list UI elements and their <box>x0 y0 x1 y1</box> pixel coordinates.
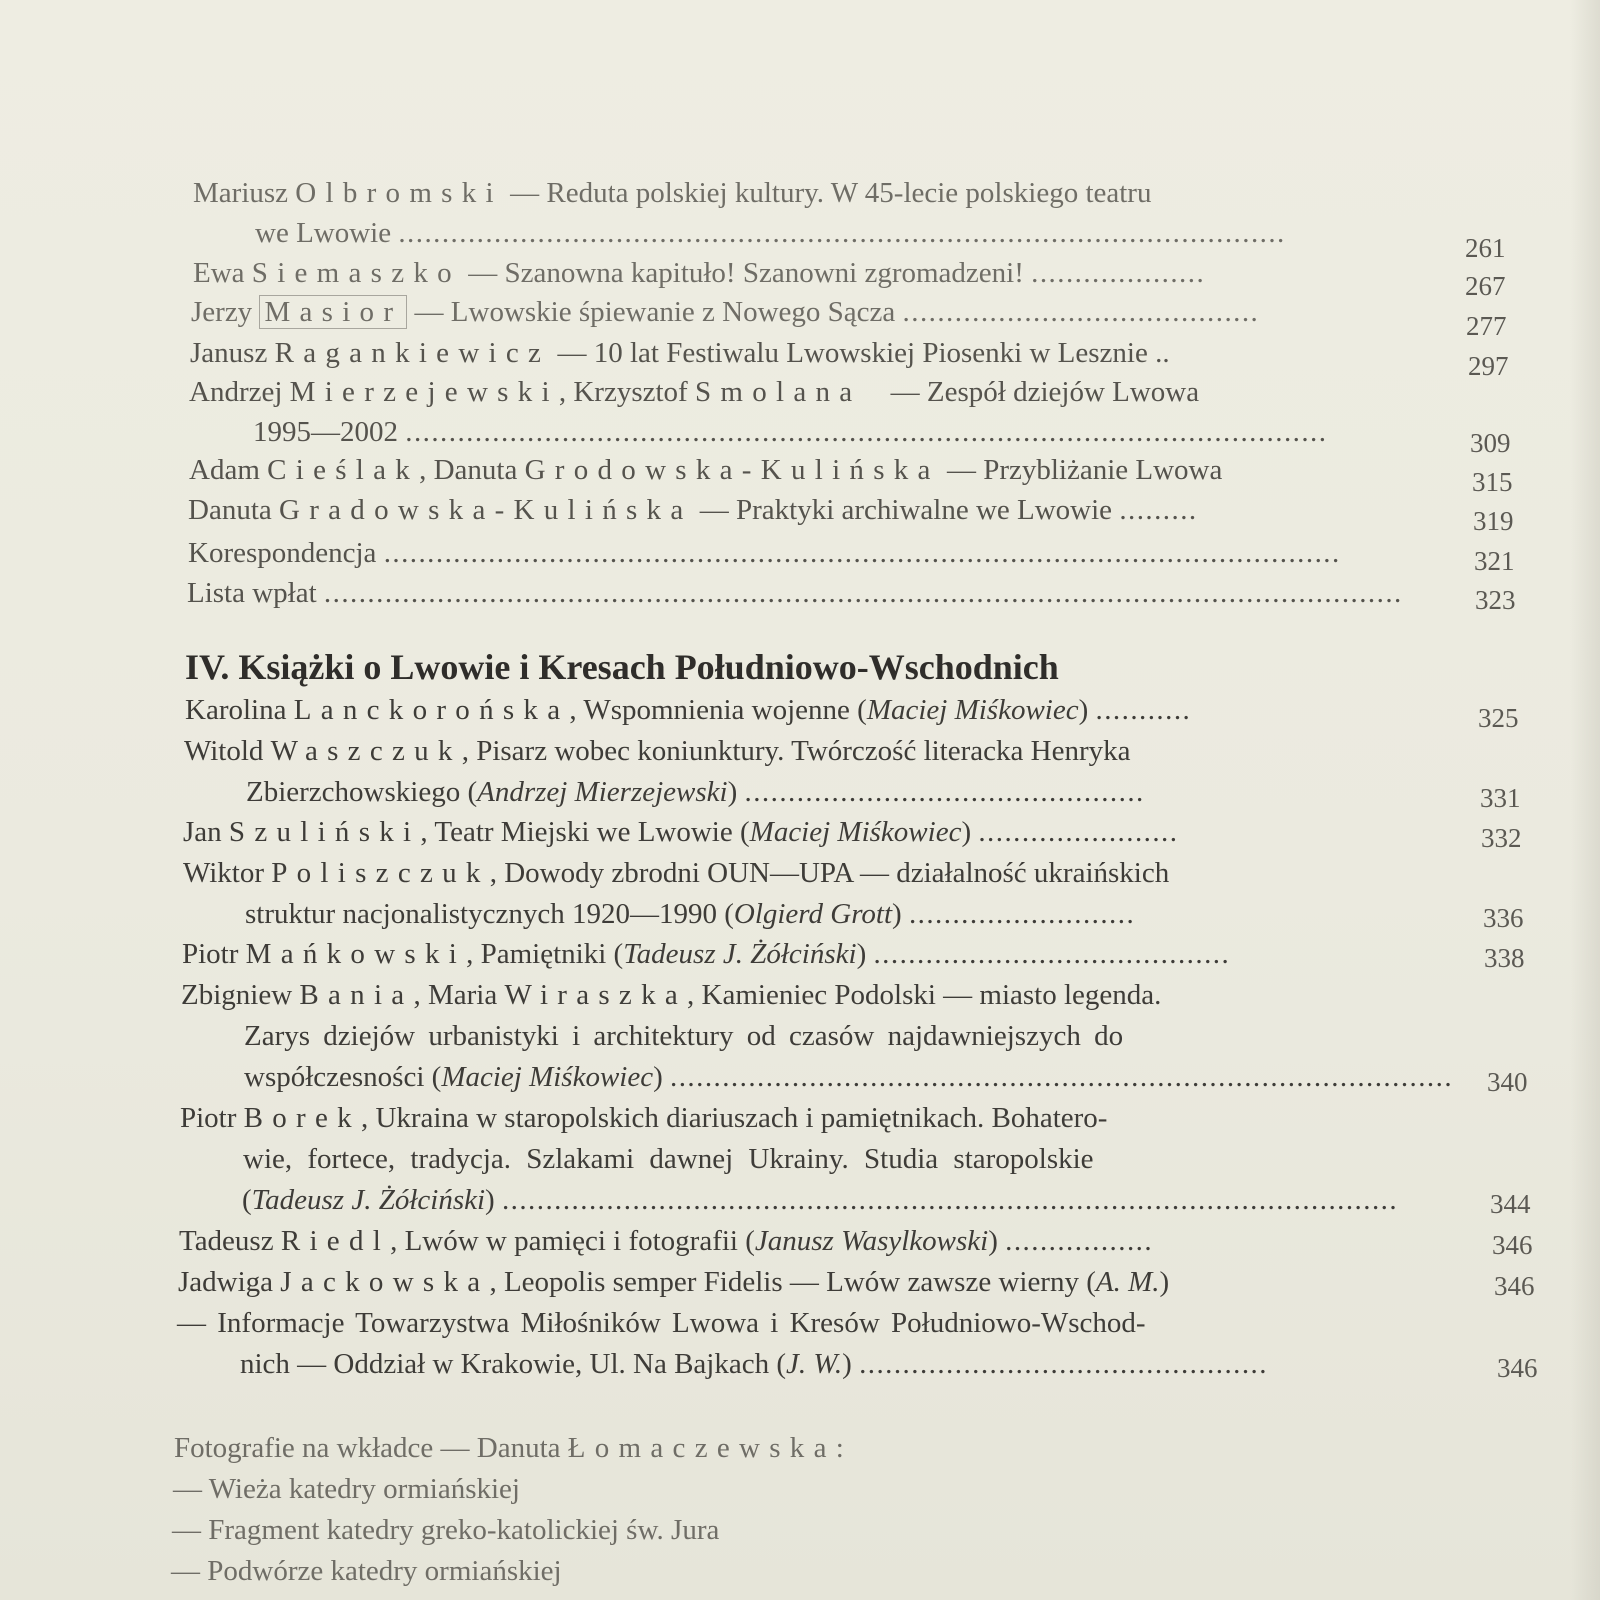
entry-title: — Szanowna kapituło! Szanowni zgromadzeni! <box>468 257 1024 289</box>
entry-title: — Przybliżanie Lwowa <box>946 454 1223 486</box>
book-entry-poliszczuk <box>183 855 1169 891</box>
page-number: 261 <box>1465 233 1506 263</box>
toc-entry-ragankiewicz <box>190 335 1170 371</box>
leader-dots: .................... <box>1031 257 1206 289</box>
page-number: 336 <box>1483 903 1524 933</box>
reviewer: Maciej Miśkowiec <box>749 816 962 848</box>
reviewer: J. W. <box>786 1348 843 1380</box>
reviewer: A. M. <box>1095 1266 1160 1298</box>
author-surname: Borek <box>243 1102 361 1134</box>
toc-entry-masior <box>191 294 1259 330</box>
page-number: 346 <box>1492 1230 1533 1260</box>
reviewer: Maciej Miśkowiec <box>866 694 1079 726</box>
author-first: Piotr <box>182 938 239 970</box>
author-surname-second: Smolana <box>694 376 862 408</box>
leader-dots: .......................................................................................... <box>670 1061 1454 1093</box>
photo-item: — Wieża katedry ormiańskiej <box>173 1473 520 1505</box>
reviewer: Maciej Miśkowiec <box>441 1061 654 1093</box>
leader-dots: ................. <box>1005 1225 1154 1257</box>
page-number: 297 <box>1468 351 1509 381</box>
author-first: Danuta <box>188 494 272 526</box>
author-surname-second: Wiraszka <box>504 979 688 1011</box>
book-title-cont: struktur nacjonalistycznych 1920—1990 ( <box>245 898 734 930</box>
photos-intro-text: Fotografie na wkładce — Danuta <box>174 1432 561 1464</box>
entry-title: — 10 lat Festiwalu Lwowskiej Piosenki w Lesznie .. <box>557 337 1170 369</box>
author-surname: Bania <box>299 979 414 1011</box>
toc-entry-cieslak-grodowska <box>189 452 1222 488</box>
page-number: 325 <box>1478 703 1519 733</box>
page-number: 340 <box>1487 1067 1528 1097</box>
book-entry-bania-wiraszka <box>181 977 1161 1013</box>
photo-item: — Fragment katedry greko-katolickiej św. Jura <box>172 1514 720 1546</box>
author-surname: Szuliński <box>228 816 421 848</box>
book-title-cont: współczesności ( <box>244 1061 442 1093</box>
page-number: 344 <box>1490 1189 1531 1219</box>
toc-entry-olbromski-cont <box>255 215 1286 251</box>
toc-entry-lista-wplat <box>187 575 1403 611</box>
author-first: Janusz <box>190 337 268 369</box>
toc-entry-korespondencja <box>188 535 1341 571</box>
toc-entry-siemaszko <box>193 255 1205 291</box>
toc-entry-gradowska <box>188 492 1198 528</box>
page-number: 277 <box>1466 311 1507 341</box>
page-number: 331 <box>1480 783 1521 813</box>
author-first: Jadwiga <box>178 1266 274 1298</box>
reviewer: Andrzej Mierzejewski <box>477 776 728 808</box>
section-heading: IV. Książki o Lwowie i Kresach Południowo-Wschodnich <box>185 647 1059 687</box>
colon: : <box>835 1432 844 1464</box>
reviewer: Olgierd Grott <box>733 898 893 930</box>
author-first: Piotr <box>180 1102 237 1134</box>
book-title: , Wspomnienia wojenne ( <box>569 694 867 726</box>
page-edge-shadow <box>1570 0 1600 1600</box>
photographer-surname: Łomaczewska <box>567 1432 836 1464</box>
leader-dots: .............................................................................................................. <box>383 537 1341 569</box>
entry-title: — Reduta polskiej kultury. W 45-lecie polskiego teatru <box>510 177 1152 209</box>
book-entry-szulinski: Jan Szuliński, Teatr Miejski we Lwowie (Maciej Miśkowiec) ....................... <box>183 816 1179 848</box>
author-first: Jan <box>183 816 222 848</box>
author-first: Jerzy <box>191 296 253 328</box>
leader-dots: ............................................... <box>859 1348 1268 1380</box>
author-surname: Jackowska <box>280 1266 490 1298</box>
author-first: Witold <box>184 735 264 767</box>
author-surname: Mierzejewski <box>289 376 559 408</box>
book-entry-informacje-cont: nich — Oddział w Krakowie, Ul. Na Bajkach (J. W.) ............................................... <box>240 1348 1268 1380</box>
page-number: 319 <box>1473 506 1514 536</box>
entry-title: — Praktyki archiwalne we Lwowie <box>699 494 1113 526</box>
book-title: , Pisarz wobec koniunktury. Twórczość literacka Henryka <box>461 735 1131 767</box>
book-title-cont: Zbierzchowskiego ( <box>246 776 478 808</box>
book-title: , Kamieniec Podolski — miasto legenda. <box>687 979 1162 1011</box>
book-entry-lanckoronska: Karolina Lanckorońska, Wspomnienia wojenne (Maciej Miśkowiec) ........... <box>185 694 1192 726</box>
author-second: , Danuta <box>419 454 518 486</box>
book-title-cont: Zarys dziejów urbanistyki i architektury od czasów najdawniejszych do <box>244 1020 1124 1052</box>
book-title: , Teatr Miejski we Lwowie ( <box>420 816 750 848</box>
author-surname: Waszczuk <box>270 735 462 767</box>
book-title: — Informacje Towarzystwa Miłośników Lwowa i Kresów Południowo-Wschod- <box>177 1307 1146 1339</box>
author-surname: Poliszczuk <box>271 857 490 889</box>
author-second: , Maria <box>413 979 498 1011</box>
book-entry-jackowska: Jadwiga Jackowska, Leopolis semper Fidelis — Lwów zawsze wierny (A. M.) <box>178 1266 1170 1298</box>
book-entry-mankowski: Piotr Mańkowski, Pamiętniki (Tadeusz J. Żółciński) ......................................... <box>182 938 1231 970</box>
toc-entry-mierzejewski-smolana <box>189 374 1199 410</box>
entry-title: Lista wpłat <box>187 577 317 609</box>
author-surname: Cieślak <box>267 454 420 486</box>
photos-intro <box>174 1430 844 1466</box>
book-entry-waszczuk <box>184 733 1130 769</box>
leader-dots: ....................................................................................................... <box>501 1184 1399 1216</box>
book-title-cont: wie, fortece, tradycja. Szlakami dawnej Ukrainy. Studia staropolskie <box>243 1143 1094 1175</box>
page-number: 338 <box>1484 943 1525 973</box>
book-entry-riedl: Tadeusz Riedl, Lwów w pamięci i fotografii (Janusz Wasylkowski) ................. <box>179 1225 1154 1257</box>
author-first: Adam <box>189 454 260 486</box>
book-entry-poliszczuk-cont: struktur nacjonalistycznych 1920—1990 (Olgierd Grott) .......................... <box>245 898 1136 930</box>
author-surname: Ragankiewicz <box>274 337 551 369</box>
book-entry-bania-cont1 <box>244 1018 1123 1054</box>
book-entry-borek <box>180 1100 1107 1136</box>
author-first: Tadeusz <box>179 1225 274 1257</box>
author-surname: Riedl <box>280 1225 391 1257</box>
leader-dots: .............................................. <box>744 776 1145 808</box>
toc-entry-olbromski <box>193 175 1151 211</box>
reviewer: Tadeusz J. Żółciński <box>251 1184 486 1216</box>
book-entry-waszczuk-cont: Zbierzchowskiego (Andrzej Mierzejewski) .............................................. <box>246 776 1145 808</box>
page-number: 309 <box>1470 428 1511 458</box>
leader-dots: .......................... <box>908 898 1136 930</box>
reviewer: Janusz Wasylkowski <box>754 1225 989 1257</box>
leader-dots: ......................................... <box>873 938 1231 970</box>
leader-dots: ...................................................................................................... <box>398 217 1286 249</box>
page-number: 321 <box>1474 546 1515 576</box>
author-second: , Krzysztof <box>558 376 688 408</box>
author-surname: Gradowska-Kulińska <box>279 494 693 526</box>
book-entry-borek-cont2: (Tadeusz J. Żółciński) ....................................................................................................... <box>242 1184 1399 1216</box>
page-number: 267 <box>1465 271 1506 301</box>
book-title: , Dowody zbrodni OUN—UPA — działalność ukraińskich <box>489 857 1170 889</box>
leader-dots: ......... <box>1119 494 1198 526</box>
page-number: 346 <box>1497 1353 1538 1383</box>
author-first: Wiktor <box>183 857 264 889</box>
entry-title: Korespondencja <box>188 537 377 569</box>
author-surname-second: Grodowska-Kulińska <box>524 454 940 486</box>
author-first: Karolina <box>185 694 287 726</box>
author-surname: Lanckorońska <box>293 694 570 726</box>
entry-title-cont: 1995—2002 <box>253 416 398 448</box>
book-title-cont: nich — Oddział w Krakowie, Ul. Na Bajkach ( <box>240 1348 787 1380</box>
book-entry-informacje <box>177 1305 1146 1341</box>
photo-item: — Podwórze katedry ormiańskiej <box>171 1555 562 1587</box>
entry-title: — Zespół dziejów Lwowa <box>890 376 1200 408</box>
author-surname-boxed: Masior <box>259 295 407 329</box>
book-title: , Ukraina w staropolskich diariuszach i pamiętnikach. Bohatero- <box>360 1102 1108 1134</box>
leader-dots: ....................... <box>978 816 1179 848</box>
entry-title-cont: we Lwowie <box>255 217 392 249</box>
toc-entry-mierzejewski-cont <box>253 414 1327 450</box>
book-title: , Lwów w pamięci i fotografii ( <box>390 1225 755 1257</box>
page-number: 315 <box>1472 467 1513 497</box>
author-surname: Siemaszko <box>251 257 461 289</box>
leader-dots: ........... <box>1095 694 1192 726</box>
book-title: , Leopolis semper Fidelis — Lwów zawsze wierny ( <box>489 1266 1096 1298</box>
page-number: 332 <box>1481 823 1522 853</box>
page-number: 323 <box>1475 585 1516 615</box>
author-first: Mariusz <box>193 177 289 209</box>
author-first: Ewa <box>193 257 245 289</box>
page-number: 346 <box>1494 1271 1535 1301</box>
entry-title: — Lwowskie śpiewanie z Nowego Sącza <box>414 296 896 328</box>
leader-dots: ............................................................................................................................ <box>323 577 1403 609</box>
book-title: , Pamiętniki ( <box>466 938 624 970</box>
author-first: Andrzej <box>189 376 283 408</box>
author-surname: Olbromski <box>295 177 503 209</box>
author-surname: Mańkowski <box>245 938 467 970</box>
author-first: Zbigniew <box>181 979 293 1011</box>
leader-dots: .......................................................................................................... <box>405 416 1328 448</box>
reviewer: Tadeusz J. Żółciński <box>623 938 857 970</box>
book-entry-borek-cont1 <box>243 1141 1094 1177</box>
leader-dots: ......................................... <box>902 296 1260 328</box>
book-entry-bania-cont2: współczesności (Maciej Miśkowiec) .......................................................................................... <box>244 1061 1454 1093</box>
